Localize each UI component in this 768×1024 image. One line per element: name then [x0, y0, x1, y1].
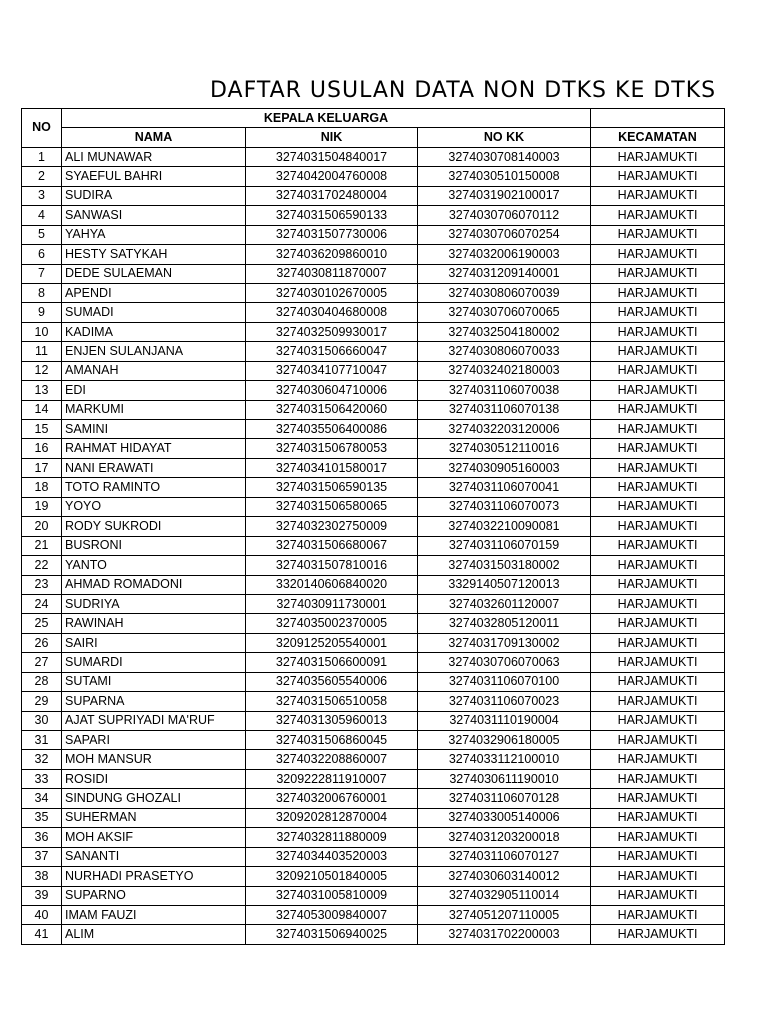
- row-nama: SUPARNO: [62, 886, 246, 905]
- row-kecamatan: HARJAMUKTI: [591, 245, 725, 264]
- row-nama: SUMADI: [62, 303, 246, 322]
- header-row-group: [22, 109, 725, 128]
- row-nik: 3274031507730006: [246, 225, 418, 244]
- row-no: 38: [22, 867, 62, 886]
- row-nik: 3274031506860045: [246, 731, 418, 750]
- row-nama: SYAEFUL BAHRI: [62, 167, 246, 186]
- table-row: [22, 478, 725, 497]
- row-nama: KADIMA: [62, 322, 246, 341]
- row-no: 19: [22, 497, 62, 516]
- row-kecamatan: HARJAMUKTI: [591, 828, 725, 847]
- row-nik: 3274032509930017: [246, 322, 418, 341]
- row-kecamatan: HARJAMUKTI: [591, 750, 725, 769]
- row-nama: NANI ERAWATI: [62, 458, 246, 477]
- table-row: [22, 225, 725, 244]
- header-no: NO: [22, 109, 62, 148]
- row-no: 7: [22, 264, 62, 283]
- row-no: 35: [22, 808, 62, 827]
- row-kecamatan: HARJAMUKTI: [591, 672, 725, 691]
- row-kecamatan: HARJAMUKTI: [591, 478, 725, 497]
- row-kecamatan: HARJAMUKTI: [591, 517, 725, 536]
- row-nokk: 3274051207110005: [418, 905, 591, 924]
- row-no: 14: [22, 400, 62, 419]
- row-kecamatan: HARJAMUKTI: [591, 283, 725, 302]
- row-nokk: 3274030806070033: [418, 342, 591, 361]
- row-no: 29: [22, 692, 62, 711]
- row-nik: 3274030404680008: [246, 303, 418, 322]
- row-nokk: 3274032006190003: [418, 245, 591, 264]
- table-row: [22, 672, 725, 691]
- row-kecamatan: HARJAMUKTI: [591, 458, 725, 477]
- row-nokk: 3274031503180002: [418, 556, 591, 575]
- row-no: 28: [22, 672, 62, 691]
- row-nama: YAHYA: [62, 225, 246, 244]
- row-nik: 3274031506580065: [246, 497, 418, 516]
- row-nik: 3274030102670005: [246, 283, 418, 302]
- row-nik: 3274030604710006: [246, 381, 418, 400]
- table-row: [22, 361, 725, 380]
- row-nokk: 3274032504180002: [418, 322, 591, 341]
- row-kecamatan: HARJAMUKTI: [591, 147, 725, 166]
- row-no: 6: [22, 245, 62, 264]
- table-row: [22, 264, 725, 283]
- table-row: [22, 711, 725, 730]
- row-kecamatan: HARJAMUKTI: [591, 925, 725, 944]
- row-nokk: 3274032905110014: [418, 886, 591, 905]
- row-nama: SUDRIYA: [62, 594, 246, 613]
- row-nama: ENJEN SULANJANA: [62, 342, 246, 361]
- row-nama: ALI MUNAWAR: [62, 147, 246, 166]
- table-row: [22, 439, 725, 458]
- table-row: [22, 886, 725, 905]
- row-nokk: 3274033005140006: [418, 808, 591, 827]
- row-nik: 3274031506420060: [246, 400, 418, 419]
- document-title: DAFTAR USULAN DATA NON DTKS KE DTKS: [210, 78, 717, 103]
- row-nokk: 3274031106070038: [418, 381, 591, 400]
- row-kecamatan: HARJAMUKTI: [591, 905, 725, 924]
- row-kecamatan: HARJAMUKTI: [591, 381, 725, 400]
- table-row: [22, 653, 725, 672]
- row-nokk: 3274030611190010: [418, 769, 591, 788]
- row-no: 16: [22, 439, 62, 458]
- row-nokk: 3274030708140003: [418, 147, 591, 166]
- row-nik: 3274034403520003: [246, 847, 418, 866]
- row-nokk: 3274031203200018: [418, 828, 591, 847]
- header-nama: NAMA: [62, 128, 246, 147]
- row-nokk: 3274030905160003: [418, 458, 591, 477]
- row-nik: 3274031506590135: [246, 478, 418, 497]
- row-no: 15: [22, 420, 62, 439]
- row-no: 34: [22, 789, 62, 808]
- row-kecamatan: HARJAMUKTI: [591, 322, 725, 341]
- row-kecamatan: HARJAMUKTI: [591, 420, 725, 439]
- row-kecamatan: HARJAMUKTI: [591, 769, 725, 788]
- row-kecamatan: HARJAMUKTI: [591, 633, 725, 652]
- row-nik: 3274034107710047: [246, 361, 418, 380]
- row-nama: NURHADI PRASETYO: [62, 867, 246, 886]
- table-row: [22, 808, 725, 827]
- row-nik: 3274035605540006: [246, 672, 418, 691]
- row-nokk: 3274031106070138: [418, 400, 591, 419]
- row-nama: AJAT SUPRIYADI MA'RUF: [62, 711, 246, 730]
- row-no: 1: [22, 147, 62, 166]
- row-no: 9: [22, 303, 62, 322]
- table-row: [22, 867, 725, 886]
- row-nik: 3274031702480004: [246, 186, 418, 205]
- table-row: [22, 342, 725, 361]
- row-nik: 3274031506600091: [246, 653, 418, 672]
- row-nokk: 3274031106070073: [418, 497, 591, 516]
- row-nokk: 3274030603140012: [418, 867, 591, 886]
- table-row: [22, 750, 725, 769]
- row-nama: IMAM FAUZI: [62, 905, 246, 924]
- row-kecamatan: HARJAMUKTI: [591, 692, 725, 711]
- table-row: [22, 206, 725, 225]
- row-nik: 3274034101580017: [246, 458, 418, 477]
- table-row: [22, 458, 725, 477]
- row-kecamatan: HARJAMUKTI: [591, 808, 725, 827]
- table-row: [22, 420, 725, 439]
- row-nik: 3274031506680067: [246, 536, 418, 555]
- header-nik: NIK: [246, 128, 418, 147]
- row-nama: SUPARNA: [62, 692, 246, 711]
- row-nama: BUSRONI: [62, 536, 246, 555]
- table-row: [22, 147, 725, 166]
- row-nama: SUDIRA: [62, 186, 246, 205]
- table-row: [22, 322, 725, 341]
- table-row: [22, 381, 725, 400]
- row-no: 12: [22, 361, 62, 380]
- row-nokk: 3274032805120011: [418, 614, 591, 633]
- row-no: 2: [22, 167, 62, 186]
- header-nokk: NO KK: [418, 128, 591, 147]
- row-no: 27: [22, 653, 62, 672]
- row-nokk: 3274031106070023: [418, 692, 591, 711]
- row-no: 8: [22, 283, 62, 302]
- row-no: 22: [22, 556, 62, 575]
- row-nik: 3274031506940025: [246, 925, 418, 944]
- table-row: [22, 400, 725, 419]
- row-no: 13: [22, 381, 62, 400]
- row-nokk: 3274030706070112: [418, 206, 591, 225]
- table-row: [22, 905, 725, 924]
- row-nik: 3274031305960013: [246, 711, 418, 730]
- row-nik: 3274036209860010: [246, 245, 418, 264]
- row-nik: 3274031005810009: [246, 886, 418, 905]
- row-nokk: 3274031702200003: [418, 925, 591, 944]
- row-no: 36: [22, 828, 62, 847]
- row-nokk: 3274033112100010: [418, 750, 591, 769]
- row-nokk: 3274031709130002: [418, 633, 591, 652]
- row-nama: AHMAD ROMADONI: [62, 575, 246, 594]
- row-kecamatan: HARJAMUKTI: [591, 186, 725, 205]
- row-nama: HESTY SATYKAH: [62, 245, 246, 264]
- row-nama: RAWINAH: [62, 614, 246, 633]
- row-kecamatan: HARJAMUKTI: [591, 536, 725, 555]
- row-no: 10: [22, 322, 62, 341]
- row-no: 40: [22, 905, 62, 924]
- row-no: 17: [22, 458, 62, 477]
- row-nik: 3274035506400086: [246, 420, 418, 439]
- row-nik: 3274032208860007: [246, 750, 418, 769]
- table-row: [22, 769, 725, 788]
- row-no: 30: [22, 711, 62, 730]
- row-kecamatan: HARJAMUKTI: [591, 400, 725, 419]
- table-row: [22, 847, 725, 866]
- row-no: 26: [22, 633, 62, 652]
- row-nama: YANTO: [62, 556, 246, 575]
- row-nokk: 3274032601120007: [418, 594, 591, 613]
- row-nama: ROSIDI: [62, 769, 246, 788]
- table-row: [22, 731, 725, 750]
- row-kecamatan: HARJAMUKTI: [591, 439, 725, 458]
- row-kecamatan: HARJAMUKTI: [591, 225, 725, 244]
- row-nokk: 3274030706070254: [418, 225, 591, 244]
- row-no: 25: [22, 614, 62, 633]
- row-nokk: 3274031106070127: [418, 847, 591, 866]
- row-nik: 3320140606840020: [246, 575, 418, 594]
- row-nik: 3274031507810016: [246, 556, 418, 575]
- row-kecamatan: HARJAMUKTI: [591, 497, 725, 516]
- row-nik: 3274032006760001: [246, 789, 418, 808]
- row-nama: RODY SUKRODI: [62, 517, 246, 536]
- table-row: [22, 186, 725, 205]
- row-kecamatan: HARJAMUKTI: [591, 886, 725, 905]
- row-nokk: 3274032402180003: [418, 361, 591, 380]
- row-nik: 3209125205540001: [246, 633, 418, 652]
- row-nama: DEDE SULAEMAN: [62, 264, 246, 283]
- row-nokk: 3274030706070063: [418, 653, 591, 672]
- row-nokk: 3274031106070100: [418, 672, 591, 691]
- row-no: 11: [22, 342, 62, 361]
- header-kepala-keluarga: KEPALA KELUARGA: [62, 109, 591, 128]
- table-row: [22, 594, 725, 613]
- row-no: 23: [22, 575, 62, 594]
- data-table: [21, 108, 725, 945]
- table-row: [22, 633, 725, 652]
- row-kecamatan: HARJAMUKTI: [591, 653, 725, 672]
- table-row: [22, 789, 725, 808]
- row-nik: 3274031506660047: [246, 342, 418, 361]
- row-no: 21: [22, 536, 62, 555]
- row-nokk: 3274032906180005: [418, 731, 591, 750]
- table-row: [22, 556, 725, 575]
- row-nama: SAPARI: [62, 731, 246, 750]
- row-nik: 3274035002370005: [246, 614, 418, 633]
- row-kecamatan: HARJAMUKTI: [591, 206, 725, 225]
- row-nama: EDI: [62, 381, 246, 400]
- row-no: 3: [22, 186, 62, 205]
- header-kecamatan: KECAMATAN: [591, 128, 725, 147]
- row-kecamatan: HARJAMUKTI: [591, 167, 725, 186]
- row-nik: 3274031504840017: [246, 147, 418, 166]
- row-no: 18: [22, 478, 62, 497]
- row-kecamatan: HARJAMUKTI: [591, 303, 725, 322]
- row-nama: MOH MANSUR: [62, 750, 246, 769]
- table-row: [22, 828, 725, 847]
- row-no: 39: [22, 886, 62, 905]
- table-row: [22, 245, 725, 264]
- row-nama: APENDI: [62, 283, 246, 302]
- table-row: [22, 692, 725, 711]
- row-nik: 3274032302750009: [246, 517, 418, 536]
- row-nama: ALIM: [62, 925, 246, 944]
- row-kecamatan: HARJAMUKTI: [591, 711, 725, 730]
- row-kecamatan: HARJAMUKTI: [591, 264, 725, 283]
- row-kecamatan: HARJAMUKTI: [591, 556, 725, 575]
- row-kecamatan: HARJAMUKTI: [591, 614, 725, 633]
- row-nik: 3209202812870004: [246, 808, 418, 827]
- row-no: 24: [22, 594, 62, 613]
- row-no: 41: [22, 925, 62, 944]
- row-no: 4: [22, 206, 62, 225]
- row-nokk: 3274031902100017: [418, 186, 591, 205]
- row-kecamatan: HARJAMUKTI: [591, 342, 725, 361]
- row-nik: 3274031506510058: [246, 692, 418, 711]
- row-nama: SUTAMI: [62, 672, 246, 691]
- row-kecamatan: HARJAMUKTI: [591, 867, 725, 886]
- row-nik: 3274030811870007: [246, 264, 418, 283]
- row-nik: 3209222811910007: [246, 769, 418, 788]
- row-nokk: 3274031209140001: [418, 264, 591, 283]
- row-no: 5: [22, 225, 62, 244]
- row-nik: 3209210501840005: [246, 867, 418, 886]
- row-nokk: 3274031106070041: [418, 478, 591, 497]
- row-nokk: 3274030806070039: [418, 283, 591, 302]
- row-nama: SANANTI: [62, 847, 246, 866]
- row-nokk: 3329140507120013: [418, 575, 591, 594]
- row-nik: 3274053009840007: [246, 905, 418, 924]
- row-nama: RAHMAT HIDAYAT: [62, 439, 246, 458]
- row-nokk: 3274030510150008: [418, 167, 591, 186]
- row-nama: TOTO RAMINTO: [62, 478, 246, 497]
- row-no: 32: [22, 750, 62, 769]
- table-row: [22, 303, 725, 322]
- row-no: 37: [22, 847, 62, 866]
- row-kecamatan: HARJAMUKTI: [591, 731, 725, 750]
- row-nik: 3274031506590133: [246, 206, 418, 225]
- row-nama: YOYO: [62, 497, 246, 516]
- table-row: [22, 575, 725, 594]
- header-row-columns: [22, 128, 725, 147]
- row-nama: SANWASI: [62, 206, 246, 225]
- row-nik: 3274031506780053: [246, 439, 418, 458]
- row-nokk: 3274031106070128: [418, 789, 591, 808]
- row-nama: MARKUMI: [62, 400, 246, 419]
- row-nama: MOH AKSIF: [62, 828, 246, 847]
- row-nokk: 3274030706070065: [418, 303, 591, 322]
- table-row: [22, 497, 725, 516]
- row-no: 33: [22, 769, 62, 788]
- row-no: 20: [22, 517, 62, 536]
- row-no: 31: [22, 731, 62, 750]
- row-nokk: 3274031110190004: [418, 711, 591, 730]
- row-nik: 3274030911730001: [246, 594, 418, 613]
- row-nama: SINDUNG GHOZALI: [62, 789, 246, 808]
- row-nokk: 3274030512110016: [418, 439, 591, 458]
- row-nik: 3274032811880009: [246, 828, 418, 847]
- table-row: [22, 283, 725, 302]
- row-nokk: 3274031106070159: [418, 536, 591, 555]
- row-kecamatan: HARJAMUKTI: [591, 361, 725, 380]
- table-row: [22, 614, 725, 633]
- row-nama: SUMARDI: [62, 653, 246, 672]
- row-nik: 3274042004760008: [246, 167, 418, 186]
- table-row: [22, 925, 725, 944]
- row-nama: SAMINI: [62, 420, 246, 439]
- row-nama: SUHERMAN: [62, 808, 246, 827]
- row-kecamatan: HARJAMUKTI: [591, 575, 725, 594]
- table-row: [22, 536, 725, 555]
- row-kecamatan: HARJAMUKTI: [591, 594, 725, 613]
- header-empty: [591, 109, 725, 128]
- row-nama: SAIRI: [62, 633, 246, 652]
- row-nokk: 3274032210090081: [418, 517, 591, 536]
- table-row: [22, 167, 725, 186]
- row-nokk: 3274032203120006: [418, 420, 591, 439]
- row-kecamatan: HARJAMUKTI: [591, 847, 725, 866]
- table-body: [22, 147, 725, 944]
- row-kecamatan: HARJAMUKTI: [591, 789, 725, 808]
- row-nama: AMANAH: [62, 361, 246, 380]
- table-row: [22, 517, 725, 536]
